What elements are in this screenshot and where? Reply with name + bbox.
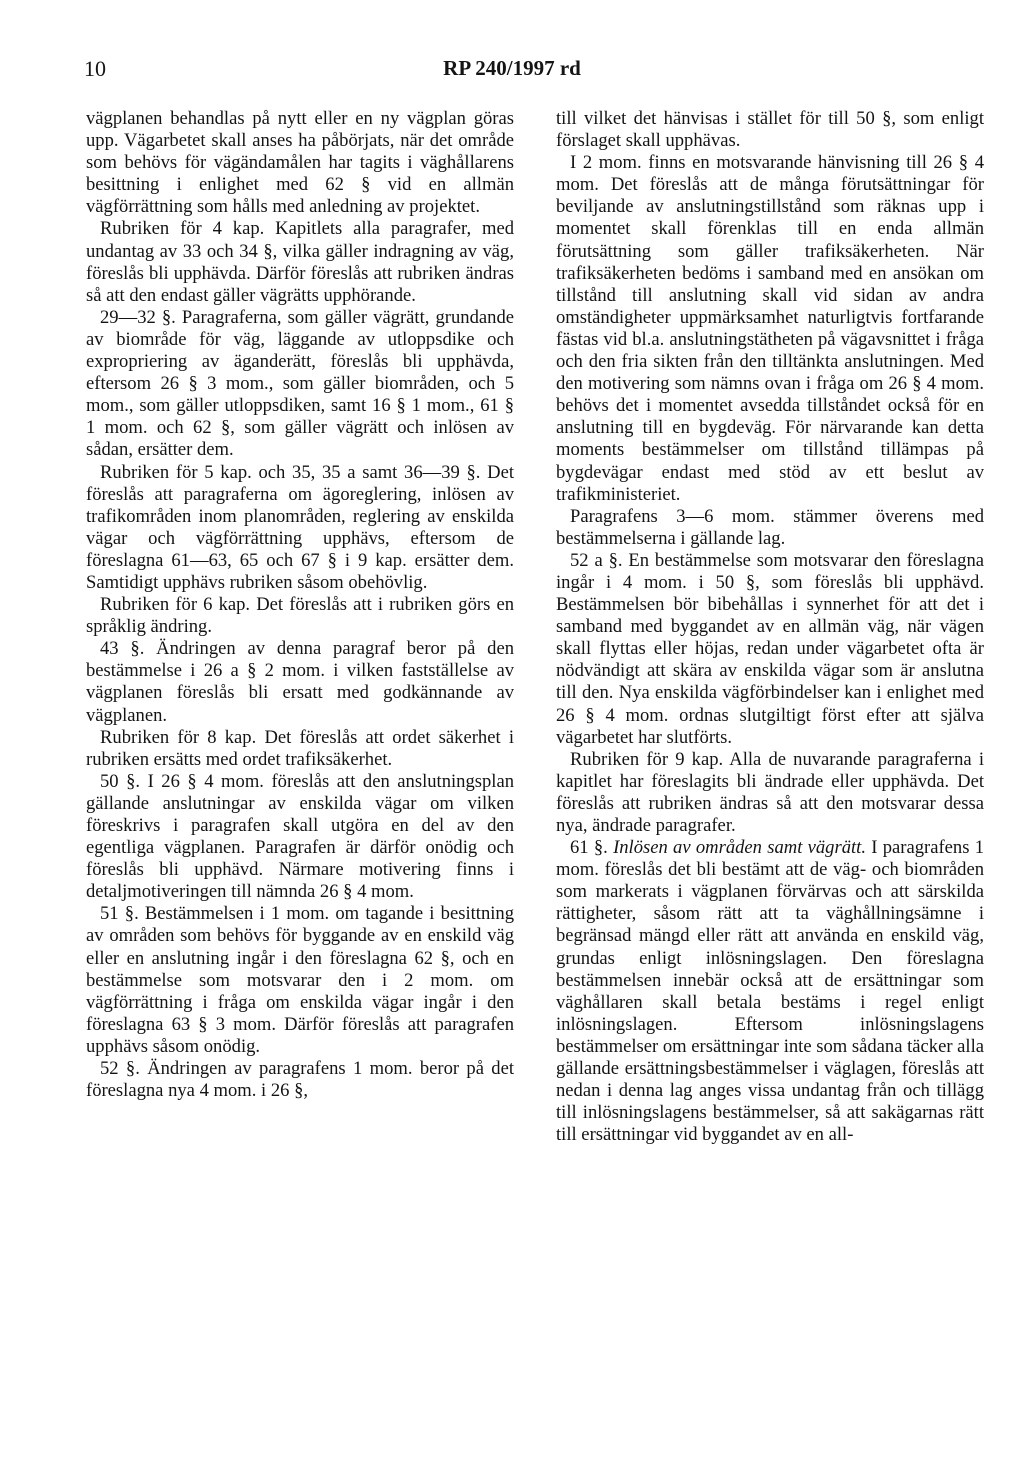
right-column [556, 108, 984, 1146]
paragraph: 43 §. Ändringen av denna paragraf beror på den bestämmelse i 26 a § 2 mom. i vilken fastställelse av vägplanen föreslås bli ersatt med godkännande av vägplanen. [86, 638, 514, 726]
paragraph-italic-title: Inlösen av områden samt vägrätt. [613, 837, 866, 859]
paragraph: Rubriken för 4 kap. Kapitlets alla paragrafer, med undantag av 33 och 34 §, vilka gäller indragning av väg, föreslås bli upphävda. Därför föreslås att rubriken ändras så att den endast gäller vägrätts upphörande. [86, 218, 514, 306]
paragraph: 29—32 §. Paragraferna, som gäller vägrätt, grundande av biområde för väg, läggande av utloppsdike och expropriering av äganderätt, föreslås bli upphävda, eftersom 26 § 3 mom., som gäller biområden, och 5 mom., som gäller utloppsdiken, samt 16 § 1 mom., 61 § 1 mom. och 62 §, som gäller vägrätt och inlösen av sådan, ersätter dem. [86, 306, 514, 461]
left-column [86, 108, 514, 1102]
paragraph: 50 §. I 26 § 4 mom. föreslås att den anslutningsplan gällande anslutningar av enskilda vägar om vilken föreskrivs i paragrafen skall utgöra en del av den egentliga vägplanen. Paragrafen är därför onödig och föreslås bli upphävd. Närmare motivering finns i detaljmotiveringen till nämnda 26 § 4 mom. [86, 770, 514, 903]
paragraph: till vilket det hänvisas i stället för till 50 §, som enligt förslaget skall upphävas. [556, 108, 984, 152]
paragraph: 52 §. Ändringen av paragrafens 1 mom. beror på det föreslagna nya 4 mom. i 26 §, [86, 1058, 514, 1102]
paragraph: Rubriken för 8 kap. Det föreslås att ordet säkerhet i rubriken ersätts med ordet trafiksäkerhet. [86, 726, 514, 770]
paragraph: Rubriken för 9 kap. Alla de nuvarande paragraferna i kapitlet har föreslagits bli ändrade eller upphävda. Det föreslås att rubriken ändras så att den motsvarar dessa nya, ändrade paragrafer. [556, 748, 984, 836]
paragraph-61 [556, 837, 984, 1146]
paragraph-lead: 61 §. [570, 837, 614, 859]
paragraph-text: I paragrafens 1 mom. föreslås det bli bestämt att de väg- och biområden som markerats i vägplanen förvärvas och att särskilda rättigheter, såsom rätt att ta väghållningsämne i begränsad mängd eller rätt att använda en enskild väg, grundas enligt inlösningslagen. Den föreslagna bestämmelsen innebär också att de ersättningar som väghållaren skall betala bestäms i regel enligt inlösningslagen. Eftersom inlösningslagens bestämmelser om ersättningar inte som sådana täcker alla gällande ersättningsbestämmelser i väglagen, föreslås att nedan i denna lag anges vissa undantag från och tillägg till inlösningslagens bestämmelser, så att sakägarnas rätt till ersättningar vid byggandet av en all- [556, 837, 985, 1146]
paragraph: vägplanen behandlas på nytt eller en ny vägplan göras upp. Vägarbetet skall anses ha påbörjats, när det område som behövs för vägändamålen har tagits i väghållarens besittning i enlighet med 62 § vid en allmän vägförrättning som hålls med anledning av projektet. [86, 108, 514, 218]
document-title: RP 240/1997 rd [443, 56, 581, 80]
page-number: 10 [84, 56, 106, 81]
paragraph: 51 §. Bestämmelsen i 1 mom. om tagande i besittning av områden som behövs för byggande av en enskild väg eller en anslutning ingår i den föreslagna 62 §, och en bestämmelse som motsvarar den i 2 mom. om vägförrättning i fråga om enskilda vägar ingår i den föreslagna 63 § 3 mom. Därför föreslås att paragrafen upphävs såsom onödig. [86, 903, 514, 1057]
paragraph: I 2 mom. finns en motsvarande hänvisning till 26 § 4 mom. Det föreslås att de många förutsättningar för beviljande av anslutningstillstånd som räknas upp i momentet skall förenklas till en enda allmän förutsättning som gäller trafiksäkerheten. När trafiksäkerheten bedöms i samband med en ansökan om tillstånd till anslutning skall vid sidan av andra omständigheter uppmärksamhet naturligtvis fortfarande fästas vid bl.a. anslutningstätheten på vägavsnittet i fråga och den fria sikten från den tilltänkta anslutningen. Med den motivering som nämns ovan i fråga om 26 § 4 mom. behövs det i momentet avsedda tillståndet också för en anslutning till en bygdeväg. För närvarande kan detta moments bestämmelser om tillstånd tillämpas på bygdevägar endast med stöd av ett beslut av trafikministeriet. [556, 152, 984, 505]
paragraph: 52 a §. En bestämmelse som motsvarar den föreslagna ingår i 4 mom. i 50 §, som föreslås bli upphävd. Bestämmelsen bör bibehållas i synnerhet för att det i samband med byggandet av en allmän väg, när vägen skall flyttas eller höjas, redan under vägarbetet ofta är nödvändigt att skära av enskilda vägar som är anslutna till den. Nya enskilda vägförbindelser kan i enlighet med 26 § 4 mom. ordnas slutgiltigt först efter att själva vägarbetet har slutförts. [556, 549, 984, 748]
paragraph: Paragrafens 3—6 mom. stämmer överens med bestämmelserna i gällande lag. [556, 505, 984, 549]
paragraph: Rubriken för 6 kap. Det föreslås att i rubriken görs en språklig ändring. [86, 594, 514, 638]
paragraph: Rubriken för 5 kap. och 35, 35 a samt 36—39 §. Det föreslås att paragraferna om ägoreglering, inlösen av trafikområden inom planområden, reglering av enskilda vägar och vägförrättning upphävs, eftersom de föreslagna 61—63, 65 och 67 § i 9 kap. ersätter dem. Samtidigt upphävs rubriken såsom obehövlig. [86, 461, 514, 593]
